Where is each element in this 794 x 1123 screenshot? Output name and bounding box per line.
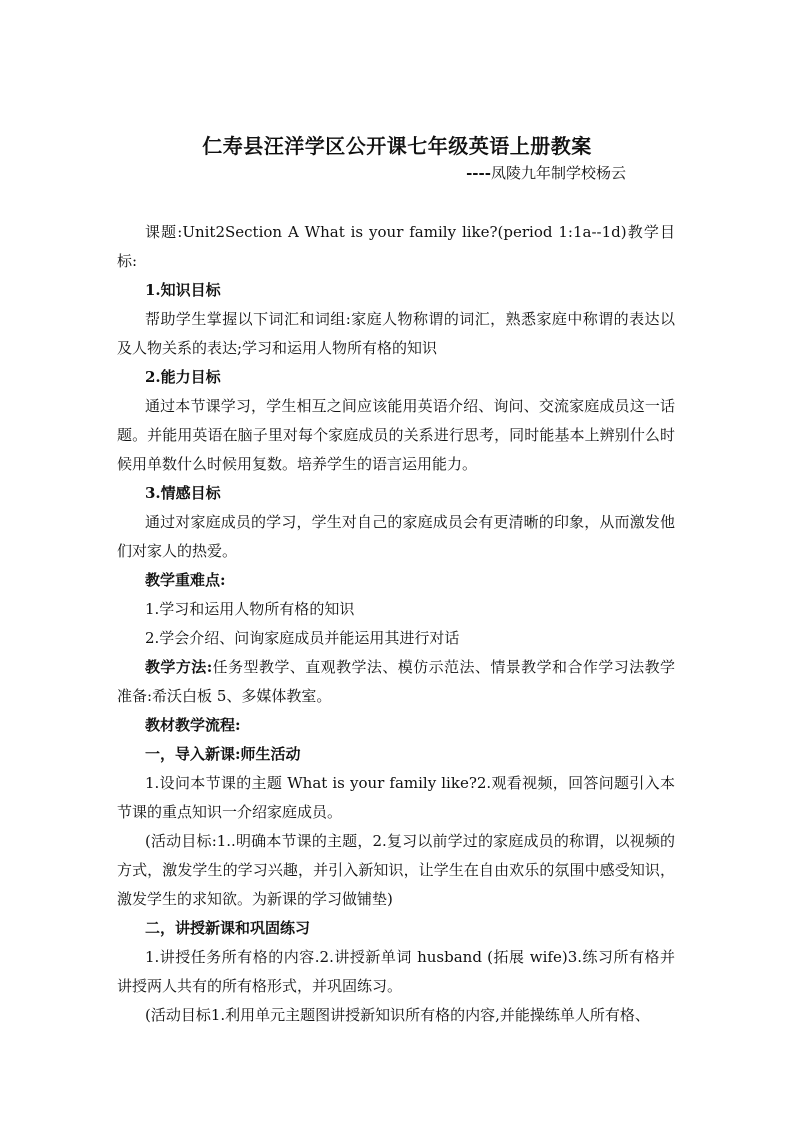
document-title: 仁寿县汪洋学区公开课七年级英语上册教案 [202, 134, 592, 158]
paragraph-step-2-goal: (活动目标1.利用单元主题图讲授新知识所有格的内容,并能操练单人所有格、 [145, 1006, 650, 1024]
paragraph-step-1: 1.设问本节课的主题 What is your family like?2.观看视频，回答问题引入本节课的重点知识一介绍家庭成员。 [117, 774, 675, 821]
paragraph-step-1-goal: (活动目标:1..明确本节课的主题，2.复习以前学过的家庭成员的称谓，以视频的方式，激发学生的学习兴趣，并引入新知识，让学生在自由欢乐的氛围中感受知识，激发学生的求知欲。为新课的学习做铺垫) [117, 832, 675, 908]
author-name: 凤陵九年制学校杨云 [490, 164, 626, 182]
methods-label: 教学方法: [145, 658, 213, 676]
document-body [117, 218, 675, 1030]
key-point-1: 1.学习和运用人物所有格的知识 [145, 600, 355, 618]
heading-emotion-goal: 3.情感目标 [145, 484, 221, 502]
heading-step-1: 一，导入新课:师生活动 [145, 745, 301, 763]
topic-line: 课题:Unit2Section A What is your family like?(period 1:1a--1d)教学目标: [117, 223, 675, 270]
author-line [466, 162, 626, 183]
paragraph-ability-goal: 通过本节课学习，学生相互之间应该能用英语介绍、询问、交流家庭成员这一话题。并能用英语在脑子里对每个家庭成员的关系进行思考，同时能基本上辨别什么时候用单数什么时候用复数。培养学生的语言运用能力。 [117, 397, 675, 473]
author-dash: ---- [466, 164, 491, 182]
key-point-2: 2.学会介绍、问询家庭成员并能运用其进行对话 [145, 629, 460, 647]
heading-teaching-flow: 教材教学流程: [145, 716, 241, 734]
paragraph-methods [117, 653, 675, 711]
heading-key-points: 教学重难点: [145, 571, 226, 589]
paragraph-step-2: 1.讲授任务所有格的内容.2.讲授新单词 husband (拓展 wife)3.练习所有格并讲授两人共有的所有格形式，并巩固练习。 [117, 948, 675, 995]
paragraph-emotion-goal: 通过对家庭成员的学习，学生对自己的家庭成员会有更清晰的印象，从而激发他们对家人的热爱。 [117, 513, 675, 560]
heading-knowledge-goal: 1.知识目标 [145, 281, 221, 299]
paragraph-knowledge-goal: 帮助学生掌握以下词汇和词组:家庭人物称谓的词汇，熟悉家庭中称谓的表达以及人物关系的表达;学习和运用人物所有格的知识 [117, 310, 675, 357]
heading-ability-goal: 2.能力目标 [145, 368, 221, 386]
heading-step-2: 二，讲授新课和巩固练习 [145, 919, 311, 937]
methods-text: 任务型教学、直观教学法、模仿示范法、情景教学和合作学习法教学准备:希沃白板 5、多媒体教室。 [117, 658, 675, 705]
